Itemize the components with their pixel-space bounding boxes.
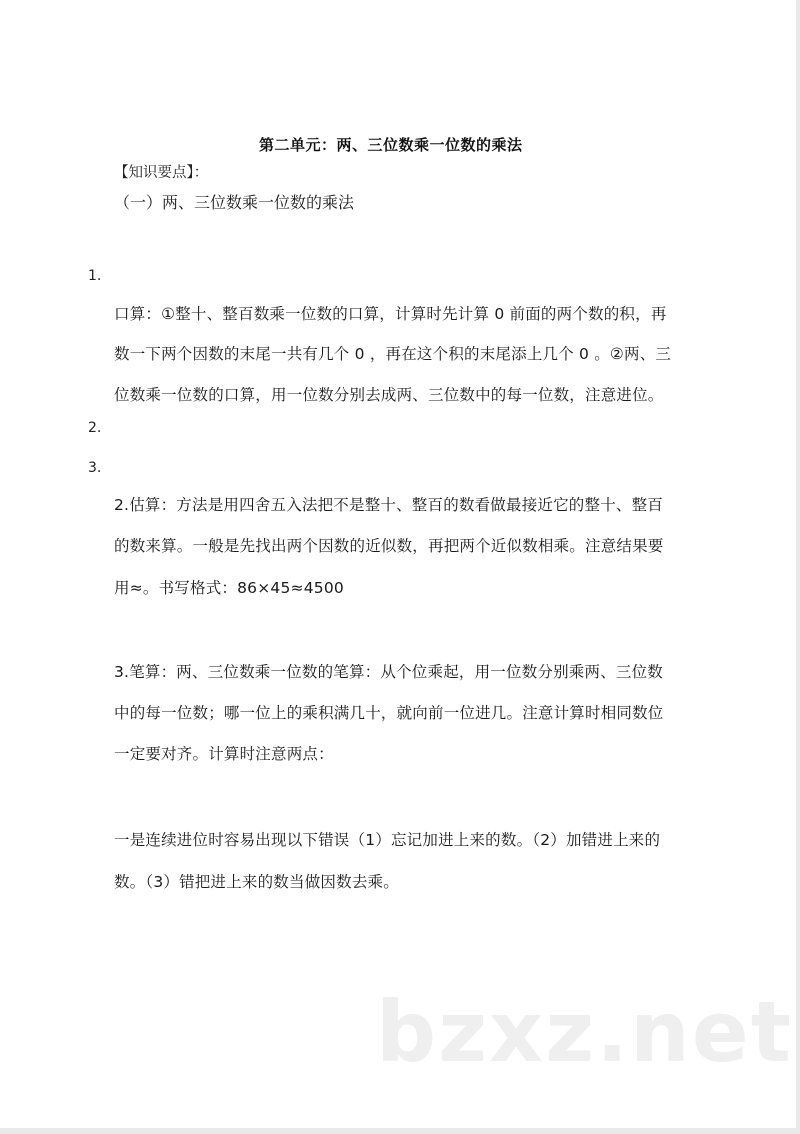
list-number-1: 1. (88, 268, 102, 284)
section-heading: （一）两、三位数乘一位数的乘法 (114, 193, 355, 212)
paragraph-line: 中的每一位数；哪一位上的乘积满几十，就向前一位进几。注意计算时相同数位 (114, 704, 664, 722)
paragraph-line: 一定要对齐。计算时注意两点： (114, 745, 334, 763)
watermark: bzxz.net (376, 983, 793, 1081)
paragraph-line: 的数来算。一般是先找出两个因数的近似数，再把两个近似数相乘。注意结果要 (114, 537, 664, 555)
paragraph-line: 一是连续进位时容易出现以下错误（1）忘记加进上来的数。（2）加错进上来的 (114, 831, 661, 849)
list-number-2: 2. (88, 420, 102, 436)
list-number-3: 3. (88, 460, 102, 476)
paragraph-line: 口算：①整十、整百数乘一位数的口算，计算时先计算 0 前面的两个数的积，再 (114, 305, 667, 323)
paragraph-line: 数一下两个因数的末尾一共有几个 0 ，再在这个积的末尾添上几个 0 。②两、三 (114, 345, 672, 363)
paragraph-line: 数。（3）错把进上来的数当做因数去乘。 (114, 873, 399, 891)
paragraph-line: 用≈。书写格式：86×45≈4500 (114, 579, 344, 597)
document-title: 第二单元：两、三位数乘一位数的乘法 (259, 136, 523, 154)
paragraph-line: 2.估算：方法是用四舍五入法把不是整十、整百的数看做最接近它的整十、整百 (114, 496, 663, 514)
paragraph-line: 位数乘一位数的口算，用一位数分别去成两、三位数中的每一位数，注意进位。 (114, 386, 664, 404)
paragraph-line: 3.笔算：两、三位数乘一位数的笔算：从个位乘起，用一位数分别乘两、三位数 (114, 663, 663, 681)
knowledge-points-label: 【知识要点】： (114, 165, 209, 181)
